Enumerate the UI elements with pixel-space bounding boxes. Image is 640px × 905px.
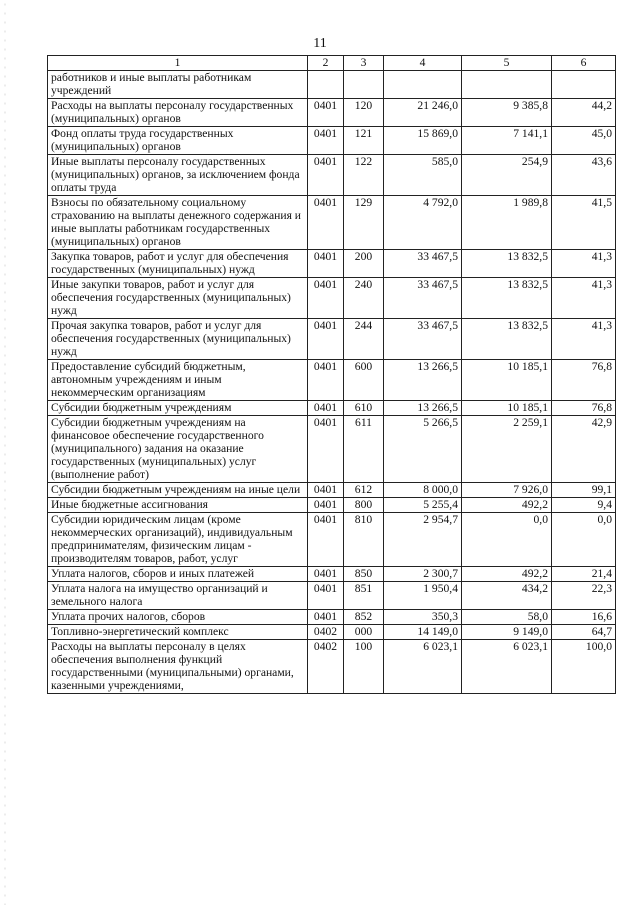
row-plan: 350,3 xyxy=(384,610,462,625)
row-section-code: 0401 xyxy=(308,498,344,513)
row-expense-type: 240 xyxy=(344,278,384,319)
row-percent: 41,5 xyxy=(552,196,616,250)
row-plan: 6 023,1 xyxy=(384,640,462,694)
row-percent: 100,0 xyxy=(552,640,616,694)
row-percent: 41,3 xyxy=(552,319,616,360)
row-plan: 33 467,5 xyxy=(384,250,462,278)
table-row xyxy=(48,196,616,250)
row-percent: 43,6 xyxy=(552,155,616,196)
row-plan: 2 954,7 xyxy=(384,513,462,567)
row-actual: 6 023,1 xyxy=(462,640,552,694)
row-name: Иные выплаты персоналу государственных (муниципальных) органов, за исключением фонда оплаты труда xyxy=(48,155,308,196)
table-row xyxy=(48,483,616,498)
row-actual xyxy=(462,71,552,99)
table-row xyxy=(48,567,616,582)
row-name: Прочая закупка товаров, работ и услуг для обеспечения государственных (муниципальных) нужд xyxy=(48,319,308,360)
row-actual: 7 926,0 xyxy=(462,483,552,498)
row-name: Субсидии бюджетным учреждениям на иные цели xyxy=(48,483,308,498)
row-percent: 45,0 xyxy=(552,127,616,155)
row-percent: 44,2 xyxy=(552,99,616,127)
row-name: Иные бюджетные ассигнования xyxy=(48,498,308,513)
table-row xyxy=(48,360,616,401)
row-name: Расходы на выплаты персоналу государственных (муниципальных) органов xyxy=(48,99,308,127)
row-percent: 76,8 xyxy=(552,360,616,401)
row-section-code: 0401 xyxy=(308,401,344,416)
row-percent: 21,4 xyxy=(552,567,616,582)
row-name: Уплата налога на имущество организаций и земельного налога xyxy=(48,582,308,610)
row-plan: 21 246,0 xyxy=(384,99,462,127)
row-percent: 41,3 xyxy=(552,250,616,278)
row-name: Субсидии юридическим лицам (кроме некоммерческих организаций), индивидуальным предпринимателям, физическим лицам - производителям товаров, работ, услуг xyxy=(48,513,308,567)
row-actual: 9 149,0 xyxy=(462,625,552,640)
row-plan: 5 255,4 xyxy=(384,498,462,513)
row-expense-type: 850 xyxy=(344,567,384,582)
row-section-code: 0401 xyxy=(308,99,344,127)
row-name: Предоставление субсидий бюджетным, автономным учреждениям и иным некоммерческим организациям xyxy=(48,360,308,401)
row-section-code: 0401 xyxy=(308,250,344,278)
row-actual: 9 385,8 xyxy=(462,99,552,127)
row-section-code: 0402 xyxy=(308,625,344,640)
row-section-code: 0401 xyxy=(308,127,344,155)
row-expense-type: 121 xyxy=(344,127,384,155)
row-plan: 2 300,7 xyxy=(384,567,462,582)
row-section-code: 0401 xyxy=(308,360,344,401)
row-section-code: 0401 xyxy=(308,610,344,625)
row-plan xyxy=(384,71,462,99)
row-percent: 99,1 xyxy=(552,483,616,498)
row-name: Уплата прочих налогов, сборов xyxy=(48,610,308,625)
row-actual: 13 832,5 xyxy=(462,250,552,278)
row-plan: 13 266,5 xyxy=(384,401,462,416)
row-expense-type: 129 xyxy=(344,196,384,250)
table-row xyxy=(48,127,616,155)
row-section-code: 0401 xyxy=(308,319,344,360)
col-header-1: 1 xyxy=(48,56,308,71)
table-row xyxy=(48,582,616,610)
row-expense-type: 610 xyxy=(344,401,384,416)
row-plan: 585,0 xyxy=(384,155,462,196)
row-percent: 76,8 xyxy=(552,401,616,416)
row-plan: 5 266,5 xyxy=(384,416,462,483)
col-header-2: 2 xyxy=(308,56,344,71)
col-header-4: 4 xyxy=(384,56,462,71)
row-plan: 33 467,5 xyxy=(384,319,462,360)
row-plan: 8 000,0 xyxy=(384,483,462,498)
row-percent xyxy=(552,71,616,99)
col-header-3: 3 xyxy=(344,56,384,71)
table-row xyxy=(48,610,616,625)
table-row xyxy=(48,155,616,196)
row-plan: 14 149,0 xyxy=(384,625,462,640)
row-actual: 492,2 xyxy=(462,567,552,582)
row-section-code: 0402 xyxy=(308,640,344,694)
table-row xyxy=(48,513,616,567)
row-actual: 2 259,1 xyxy=(462,416,552,483)
table-row xyxy=(48,99,616,127)
scan-edge-noise xyxy=(2,0,10,905)
table-row xyxy=(48,640,616,694)
table-header-row xyxy=(48,56,616,71)
row-actual: 492,2 xyxy=(462,498,552,513)
row-name: Фонд оплаты труда государственных (муниципальных) органов xyxy=(48,127,308,155)
row-expense-type: 120 xyxy=(344,99,384,127)
table-row xyxy=(48,250,616,278)
row-expense-type: 611 xyxy=(344,416,384,483)
row-name: Иные закупки товаров, работ и услуг для обеспечения государственных (муниципальных) нужд xyxy=(48,278,308,319)
row-plan: 13 266,5 xyxy=(384,360,462,401)
row-expense-type: 122 xyxy=(344,155,384,196)
row-name: работников и иные выплаты работникам учреждений xyxy=(48,71,308,99)
row-name: Топливно-энергетический комплекс xyxy=(48,625,308,640)
row-plan: 33 467,5 xyxy=(384,278,462,319)
row-actual: 434,2 xyxy=(462,582,552,610)
table-row xyxy=(48,278,616,319)
row-name: Закупка товаров, работ и услуг для обеспечения государственных (муниципальных) нужд xyxy=(48,250,308,278)
row-actual: 7 141,1 xyxy=(462,127,552,155)
row-section-code: 0401 xyxy=(308,582,344,610)
table-row xyxy=(48,498,616,513)
row-percent: 64,7 xyxy=(552,625,616,640)
row-section-code: 0401 xyxy=(308,483,344,498)
row-section-code: 0401 xyxy=(308,155,344,196)
table-row xyxy=(48,401,616,416)
row-percent: 41,3 xyxy=(552,278,616,319)
row-expense-type: 851 xyxy=(344,582,384,610)
row-percent: 42,9 xyxy=(552,416,616,483)
row-actual: 13 832,5 xyxy=(462,319,552,360)
row-percent: 22,3 xyxy=(552,582,616,610)
row-percent: 0,0 xyxy=(552,513,616,567)
row-name: Уплата налогов, сборов и иных платежей xyxy=(48,567,308,582)
row-actual: 10 185,1 xyxy=(462,360,552,401)
page-number: 11 xyxy=(313,36,327,51)
row-expense-type: 600 xyxy=(344,360,384,401)
row-section-code: 0401 xyxy=(308,196,344,250)
table-row xyxy=(48,416,616,483)
row-actual: 254,9 xyxy=(462,155,552,196)
table-row xyxy=(48,319,616,360)
row-actual: 1 989,8 xyxy=(462,196,552,250)
row-expense-type: 852 xyxy=(344,610,384,625)
row-name: Субсидии бюджетным учреждениям xyxy=(48,401,308,416)
row-expense-type: 244 xyxy=(344,319,384,360)
row-expense-type: 800 xyxy=(344,498,384,513)
row-section-code: 0401 xyxy=(308,513,344,567)
table-row xyxy=(48,625,616,640)
row-actual: 13 832,5 xyxy=(462,278,552,319)
row-expense-type: 810 xyxy=(344,513,384,567)
col-header-6: 6 xyxy=(552,56,616,71)
row-expense-type: 100 xyxy=(344,640,384,694)
row-actual: 58,0 xyxy=(462,610,552,625)
row-section-code xyxy=(308,71,344,99)
col-header-5: 5 xyxy=(462,56,552,71)
row-expense-type: 000 xyxy=(344,625,384,640)
row-section-code: 0401 xyxy=(308,567,344,582)
row-name: Взносы по обязательному социальному страхованию на выплаты денежного содержания и иные выплаты работникам государственных (муниципальных) органов xyxy=(48,196,308,250)
row-actual: 10 185,1 xyxy=(462,401,552,416)
row-section-code: 0401 xyxy=(308,416,344,483)
row-percent: 9,4 xyxy=(552,498,616,513)
row-plan: 4 792,0 xyxy=(384,196,462,250)
row-expense-type xyxy=(344,71,384,99)
row-actual: 0,0 xyxy=(462,513,552,567)
row-percent: 16,6 xyxy=(552,610,616,625)
row-plan: 1 950,4 xyxy=(384,582,462,610)
row-plan: 15 869,0 xyxy=(384,127,462,155)
row-name: Субсидии бюджетным учреждениям на финансовое обеспечение государственного (муниципального) задания на оказание государственных (муниципальных) услуг (выполнение работ) xyxy=(48,416,308,483)
table-row xyxy=(48,71,616,99)
row-expense-type: 612 xyxy=(344,483,384,498)
row-expense-type: 200 xyxy=(344,250,384,278)
row-name: Расходы на выплаты персоналу в целях обеспечения выполнения функций государственными (муниципальными) органами, казенными учреждениями, xyxy=(48,640,308,694)
row-section-code: 0401 xyxy=(308,278,344,319)
budget-table xyxy=(47,55,616,694)
